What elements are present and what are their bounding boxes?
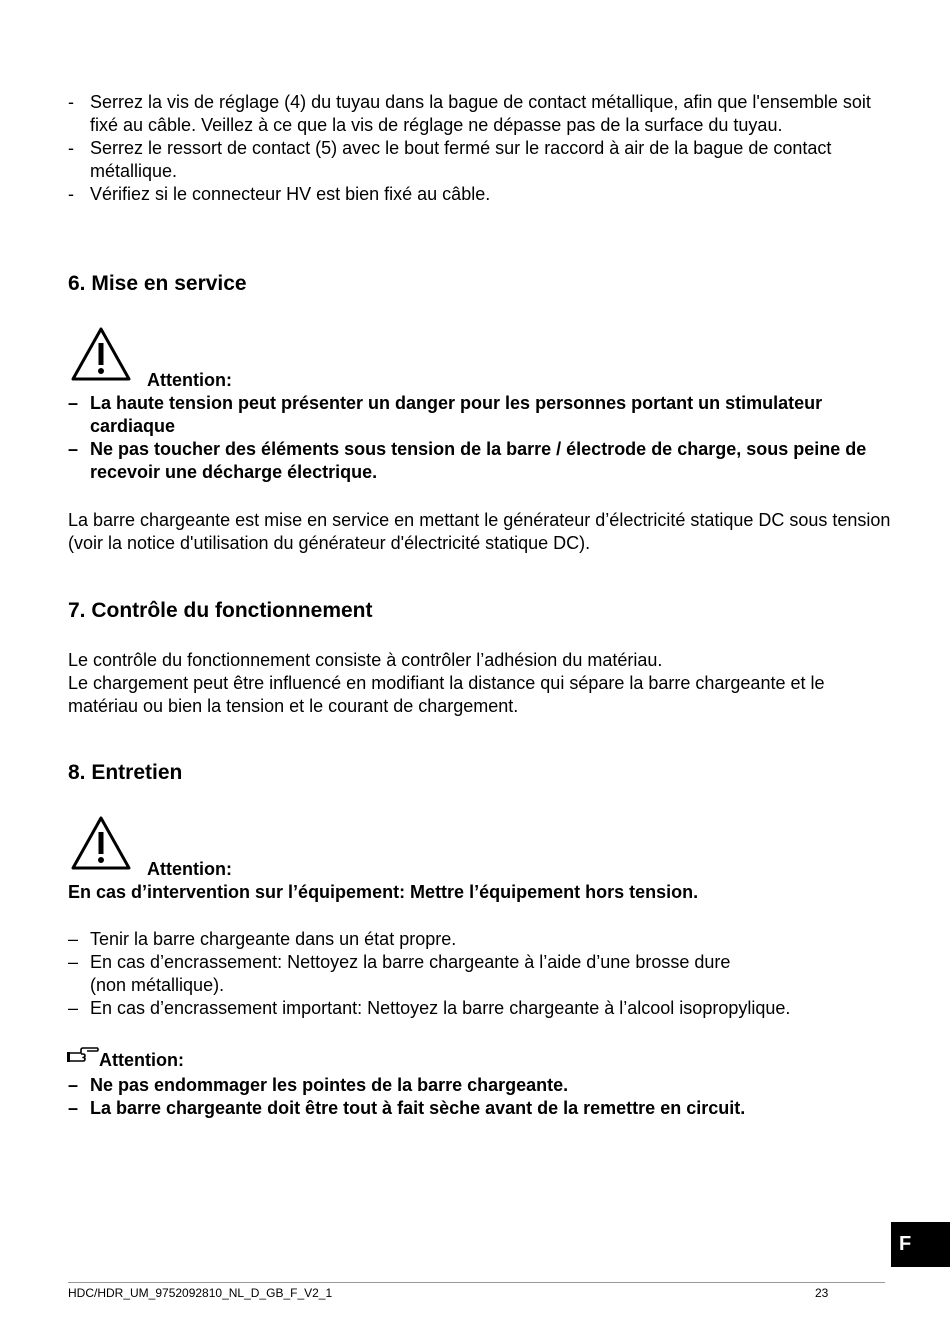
intro-list [68,91,898,206]
section-6-warnings [68,392,898,484]
list-item-text: Tenir la barre chargeante dans un état propre. [90,929,457,949]
list-item-text: Serrez la vis de réglage (4) du tuyau dans la bague de contact métallique, afin que l'ensemble soit fixé au câble. Veillez à ce que la vis de réglage ne dépasse pas de la surface du tuyau. [90,92,871,135]
list-item-text: La barre chargeante doit être tout à fait sèche avant de la remettre en circuit. [90,1098,746,1118]
list-item-text: Serrez le ressort de contact (5) avec le bout fermé sur le raccord à air de la bague de contact métallique. [90,138,832,181]
footer-page-number: 23 [815,1286,829,1300]
warning-triangle-icon [70,326,132,382]
list-bullet: – [68,439,79,459]
list-item-text: En cas d’encrassement: Nettoyez la barre chargeante à l’aide d’une brosse dure [90,952,731,972]
list-item-text: Ne pas endommager les pointes de la barre chargeante. [90,1075,569,1095]
list-item [68,137,898,183]
list-bullet: - [68,184,74,204]
list-item-continuation: (non métallique). [90,975,225,995]
section-6-title: 6. Mise en service [68,272,247,295]
list-item-text: Vérifiez si le connecteur HV est bien fixé au câble. [90,184,491,204]
list-item [68,928,898,951]
section-7-title: 7. Contrôle du fonctionnement [68,599,373,622]
list-bullet: – [68,393,79,413]
section-6-paragraph: La barre chargeante est mise en service en mettant le générateur d’électricité statique DC sous tension (voir la notice d'utilisation du générateur d'électricité statique DC). [68,510,891,553]
attention-label: Attention: [147,370,232,390]
list-bullet: – [68,998,79,1018]
list-item [68,91,898,137]
note-attention-label: Attention: [99,1050,184,1070]
section-8-warning-line: En cas d’intervention sur l’équipement: Mettre l’équipement hors tension. [68,882,699,902]
language-tab-label: F [899,1233,912,1255]
list-item [68,438,898,484]
pointing-hand-icon [67,1046,99,1064]
list-item-text: En cas d’encrassement important: Nettoyez la barre chargeante à l’alcool isopropylique. [90,998,791,1018]
list-item-text: La haute tension peut présenter un danger pour les personnes portant un stimulateur cardiaque [90,393,823,436]
footer-divider [68,1282,885,1283]
list-item [68,951,898,997]
list-bullet: – [68,1075,79,1095]
list-item [68,183,898,206]
language-tab [891,1222,950,1267]
footer-doc-id: HDC/HDR_UM_9752092810_NL_D_GB_F_V2_1 [68,1286,333,1300]
list-bullet: – [68,952,79,972]
list-item [68,1074,898,1097]
attention-label: Attention: [147,859,232,879]
section-7-line-1: Le contrôle du fonctionnement consiste à contrôler l’adhésion du matériau. [68,650,663,670]
section-8-items [68,928,898,1020]
list-bullet: - [68,138,74,158]
list-bullet: – [68,1098,79,1118]
section-8-notes [68,1074,898,1120]
section-7-line-2: Le chargement peut être influencé en modifiant la distance qui sépare la barre chargeante et le matériau ou bien la tension et le courant de chargement. [68,673,825,716]
list-bullet: - [68,92,74,112]
list-item [68,392,898,438]
warning-triangle-icon [70,815,132,871]
section-8-title: 8. Entretien [68,761,183,784]
list-item [68,997,898,1020]
list-item-text: Ne pas toucher des éléments sous tension de la barre / électrode de charge, sous peine de recevoir une décharge électrique. [90,439,867,482]
list-bullet: – [68,929,79,949]
list-item [68,1097,898,1120]
